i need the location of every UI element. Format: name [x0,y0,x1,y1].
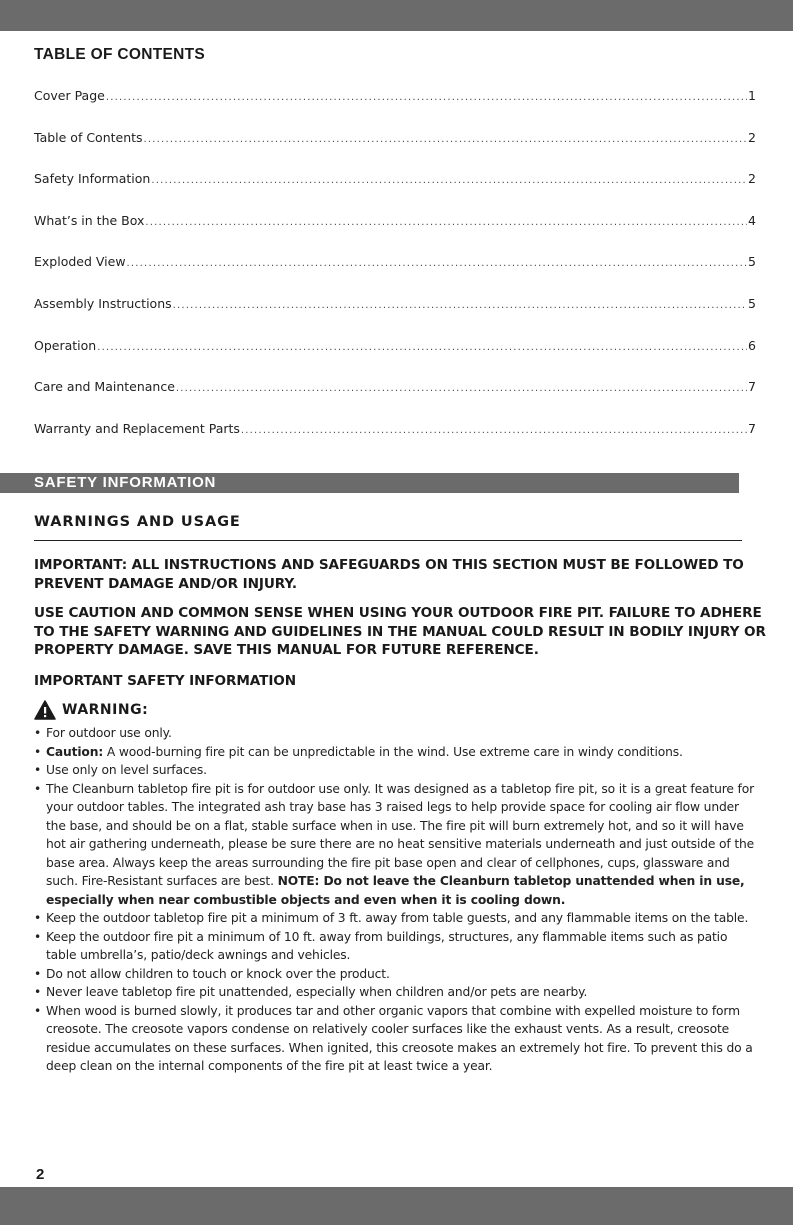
toc-leader [106,92,747,103]
list-item [34,761,758,780]
toc-entry-label: Table of Contents [34,129,143,145]
toc-entry-label: Cover Page [34,88,105,103]
toc-entry [34,379,756,421]
toc-entry-page: 7 [748,420,756,436]
list-item-text: Never leave tabletop fire pit unattended, especially when children and/or pets are nearby. [46,985,588,999]
toc-entry-page: 1 [748,88,756,103]
page-number: 2 [36,1166,45,1183]
toc-list [34,88,756,462]
list-item-text: A wood-burning fire pit can be unpredictable in the wind. Use extreme care in windy conditions. [103,744,683,759]
section-banner [0,473,739,493]
toc-entry-page: 4 [748,212,756,228]
warning-header [34,700,148,720]
toc-leader [97,342,747,353]
list-item [34,1002,758,1076]
list-item [34,743,758,762]
important-safety-heading: IMPORTANT SAFETY INFORMATION [34,673,297,689]
toc-entry-page: 6 [748,337,756,353]
list-item-note: NOTE: Do not leave the Cleanburn tabletop unattended when in use, especially when near combustible objects and even when it is cooling down. [46,874,745,907]
toc-entry-page: 5 [748,295,756,311]
list-item-text: Keep the outdoor fire pit a minimum of 10 ft. away from buildings, structures, any flammable items such as patio table umbrella’s, patio/deck awnings and vehicles. [46,929,728,962]
list-item-text: Keep the outdoor tabletop fire pit a minimum of 3 ft. away from table guests, and any flammable items on the table. [46,911,749,925]
toc-entry [34,296,756,338]
toc-entry-label: What’s in the Box [34,212,145,228]
heading-divider [34,540,742,541]
section-banner-title: SAFETY INFORMATION [34,474,217,491]
warning-label: WARNING: [62,702,149,718]
toc-entry [34,130,756,172]
warnings-usage-heading: WARNINGS AND USAGE [34,514,241,530]
list-item [34,965,758,984]
list-item [34,983,758,1002]
toc-leader [127,258,748,269]
list-item-lead: Caution: [46,744,104,759]
warning-list [34,724,758,1076]
toc-entry [34,171,756,213]
toc-entry-label: Safety Information [34,171,151,187]
list-item-text: Do not allow children to touch or knock over the product. [46,966,390,981]
toc-entry-label: Operation [34,337,97,353]
toc-leader [144,134,748,145]
list-item [34,909,758,928]
caution-notice: USE CAUTION AND COMMON SENSE WHEN USING YOUR OUTDOOR FIRE PIT. FAILURE TO ADHERE TO THE SAFETY WARNING AND GUIDELINES IN THE MANUAL COULD RESULT IN BODILY INJURY OR PROPERTY DAMAGE. SAVE THIS MANUAL FOR FUTURE REFERENCE. [34,605,766,658]
list-item [34,724,758,743]
toc-entry [34,421,756,463]
footer-bar [0,1187,793,1225]
toc-leader [151,175,747,186]
list-item-text: When wood is burned slowly, it produces tar and other organic vapors that combine with expelled moisture to form creosote. The creosote vapors condense on relatively cooler surfaces like the exhaust vents. As a result, creosote residue accumulates on these surfaces. When ignited, this creosote makes an extremely hot fire. To prevent this do a deep clean on the internal components of the fire pit at least twice a year. [46,1003,753,1073]
toc-leader [173,300,747,311]
toc-entry [34,88,756,130]
toc-entry-label: Care and Maintenance [34,379,175,395]
list-item-text: Use only on level surfaces. [46,763,207,777]
important-notice: IMPORTANT: ALL INSTRUCTIONS AND SAFEGUARDS ON THIS SECTION MUST BE FOLLOWED TO PREVENT DAMAGE AND/OR INJURY. [34,557,744,592]
toc-entry [34,338,756,380]
list-item [34,928,758,965]
toc-entry-label: Exploded View [34,254,126,270]
list-item-text: For outdoor use only. [46,726,172,740]
toc-leader [145,217,747,228]
header-bar [0,0,793,31]
toc-leader [176,383,747,394]
warning-triangle-icon [34,700,56,720]
toc-leader [241,425,747,436]
toc-entry-page: 2 [748,171,756,187]
toc-entry [34,254,756,296]
toc-entry-page: 2 [748,129,756,145]
toc-entry-page: 7 [748,379,756,395]
toc-entry-label: Warranty and Replacement Parts [34,420,240,436]
list-item [34,780,758,910]
list-item-text: The Cleanburn tabletop fire pit is for outdoor use only. It was designed as a tabletop fire pit, so it is a great feature for your outdoor tables. The integrated ash tray base has 3 raised legs to help provide space for cooling air flow under the base, and should be on a flat, stable surface when in use. The fire pit will burn extremely hot, and so it will have hot air gathering underneath, please be sure there are no heat sensitive materials underneath and just outside of the base area. Always keep the areas surrounding the fire pit base open and clear of cellphones, cups, glassware and such. Fire-Resistant surfaces are best. [46,781,755,888]
toc-title: TABLE OF CONTENTS [34,46,205,63]
toc-entry-label: Assembly Instructions [34,295,172,311]
toc-entry-page: 5 [748,254,756,270]
toc-entry [34,213,756,255]
